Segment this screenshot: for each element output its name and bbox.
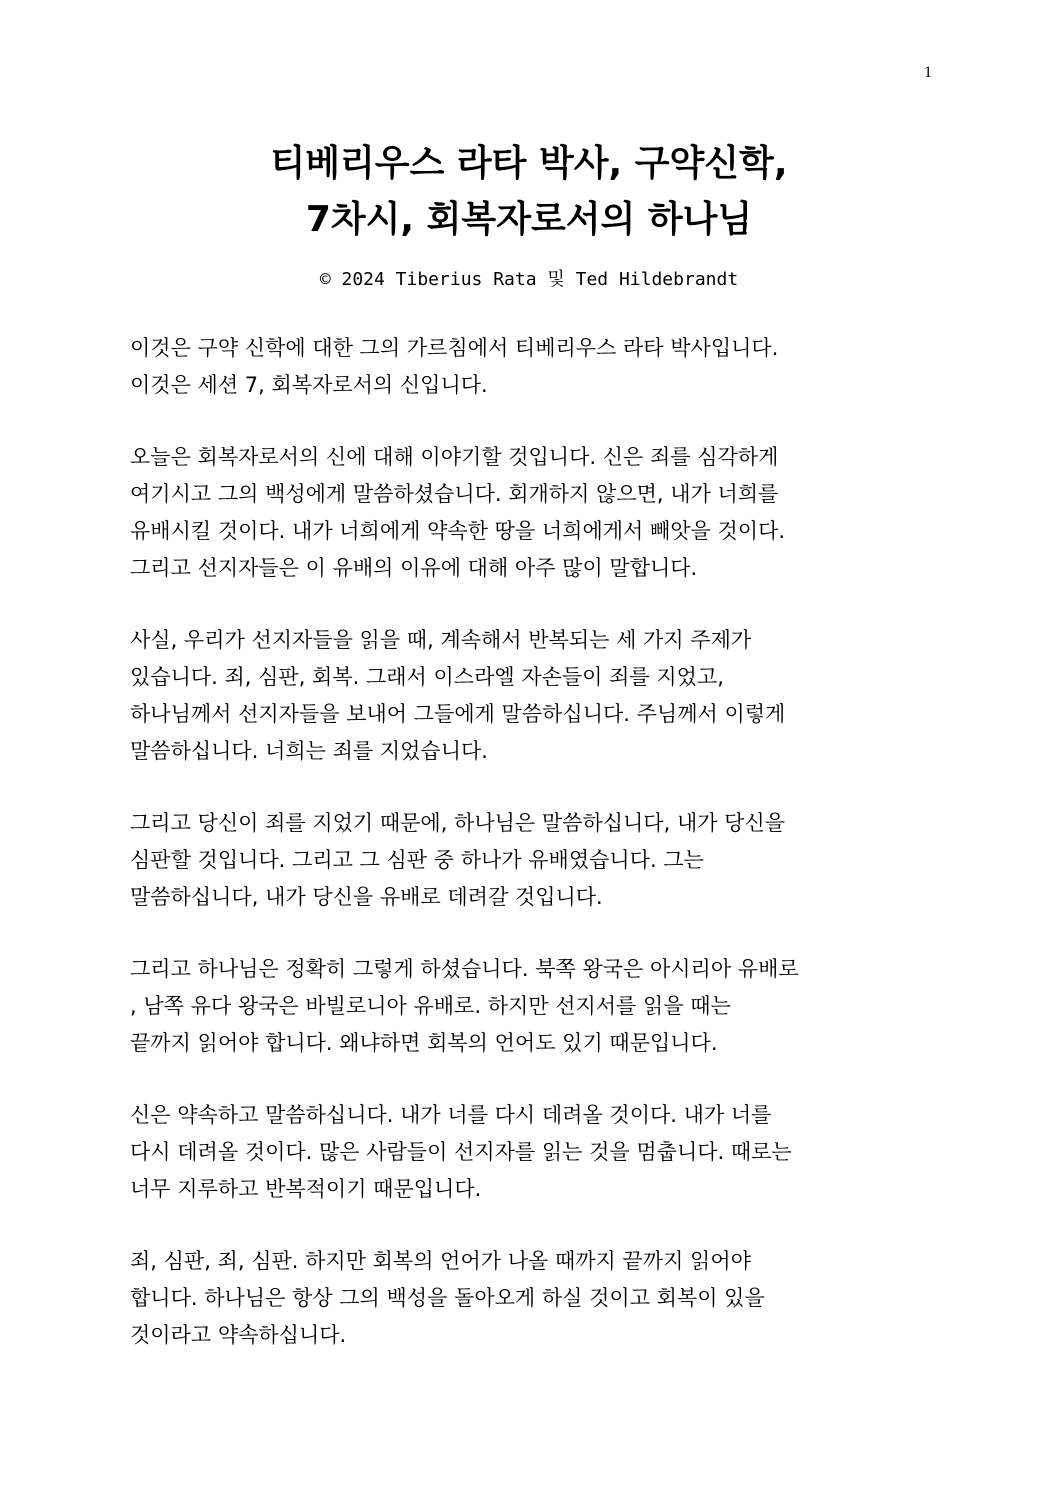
paragraph-line: 신은 약속하고 말씀하십니다. 내가 너를 다시 데려올 것이다. 내가 너를 xyxy=(130,1103,772,1127)
paragraph-line: 사실, 우리가 선지자들을 읽을 때, 계속해서 반복되는 세 가지 주제가 xyxy=(130,628,752,652)
paragraph-line: 것이라고 약속하십니다. xyxy=(130,1323,347,1347)
paragraph-5 xyxy=(130,951,930,1062)
paragraph-line: 이것은 세션 7, 회복자로서의 신입니다. xyxy=(130,373,488,397)
paragraph-line: 끝까지 읽어야 합니다. 왜냐하면 회복의 언어도 있기 때문입니다. xyxy=(130,1031,718,1055)
paragraph-line: 이것은 구약 신학에 대한 그의 가르침에서 티베리우스 라타 박사입니다. xyxy=(130,336,779,360)
document-body xyxy=(130,330,930,1389)
paragraph-line: 하나님께서 선지자들을 보내어 그들에게 말씀하십니다. 주님께서 이렇게 xyxy=(130,702,786,726)
paragraph-3 xyxy=(130,622,930,770)
paragraph-line: 다시 데려올 것이다. 많은 사람들이 선지자를 읽는 것을 멈춥니다. 때로는 xyxy=(130,1140,792,1164)
title-line-2: 7차시, 회복자로서의 하나님 xyxy=(305,199,753,240)
paragraph-4 xyxy=(130,805,930,916)
paragraph-line: 죄, 심판, 죄, 심판. 하지만 회복의 언어가 나올 때까지 끝까지 읽어야 xyxy=(130,1249,751,1273)
title-line-1: 티베리우스 라타 박사, 구약신학, xyxy=(270,143,788,184)
paragraph-line: , 남쪽 유다 왕국은 바빌로니아 유배로. 하지만 선지서를 읽을 때는 xyxy=(130,994,731,1018)
paragraph-line: 있습니다. 죄, 심판, 회복. 그래서 이스라엘 자손들이 죄를 지었고, xyxy=(130,665,724,689)
paragraph-line: 너무 지루하고 반복적이기 때문입니다. xyxy=(130,1177,482,1201)
paragraph-line: 여기시고 그의 백성에게 말씀하셨습니다. 회개하지 않으면, 내가 너희를 xyxy=(130,482,779,506)
paragraph-line: 말씀하십니다, 내가 당신을 유배로 데려갈 것입니다. xyxy=(130,885,603,909)
paragraph-line: 그리고 선지자들은 이 유배의 이유에 대해 아주 많이 말합니다. xyxy=(130,556,698,580)
paragraph-7 xyxy=(130,1243,930,1354)
paragraph-2 xyxy=(130,439,930,587)
paragraph-6 xyxy=(130,1097,930,1208)
paragraph-1 xyxy=(130,330,930,404)
paragraph-line: 합니다. 하나님은 항상 그의 백성을 돌아오게 하실 것이고 회복이 있을 xyxy=(130,1286,765,1310)
paragraph-line: 말씀하십니다. 너희는 죄를 지었습니다. xyxy=(130,739,488,763)
page-number: 1 xyxy=(924,64,932,81)
paragraph-line: 심판할 것입니다. 그리고 그 심판 중 하나가 유배였습니다. 그는 xyxy=(130,848,704,872)
paragraph-line: 그리고 당신이 죄를 지었기 때문에, 하나님은 말씀하십니다, 내가 당신을 xyxy=(130,811,786,835)
copyright-notice: © 2024 Tiberius Rata 및 Ted Hildebrandt xyxy=(319,269,739,290)
paragraph-line: 유배시킬 것이다. 내가 너희에게 약속한 땅을 너희에게서 빼앗을 것이다. xyxy=(130,519,786,543)
paragraph-line: 오늘은 회복자로서의 신에 대해 이야기할 것입니다. 신은 죄를 심각하게 xyxy=(130,445,779,469)
paragraph-line: 그리고 하나님은 정확히 그렇게 하셨습니다. 북쪽 왕국은 아시리아 유배로 xyxy=(130,957,799,981)
document-title xyxy=(0,136,1058,248)
